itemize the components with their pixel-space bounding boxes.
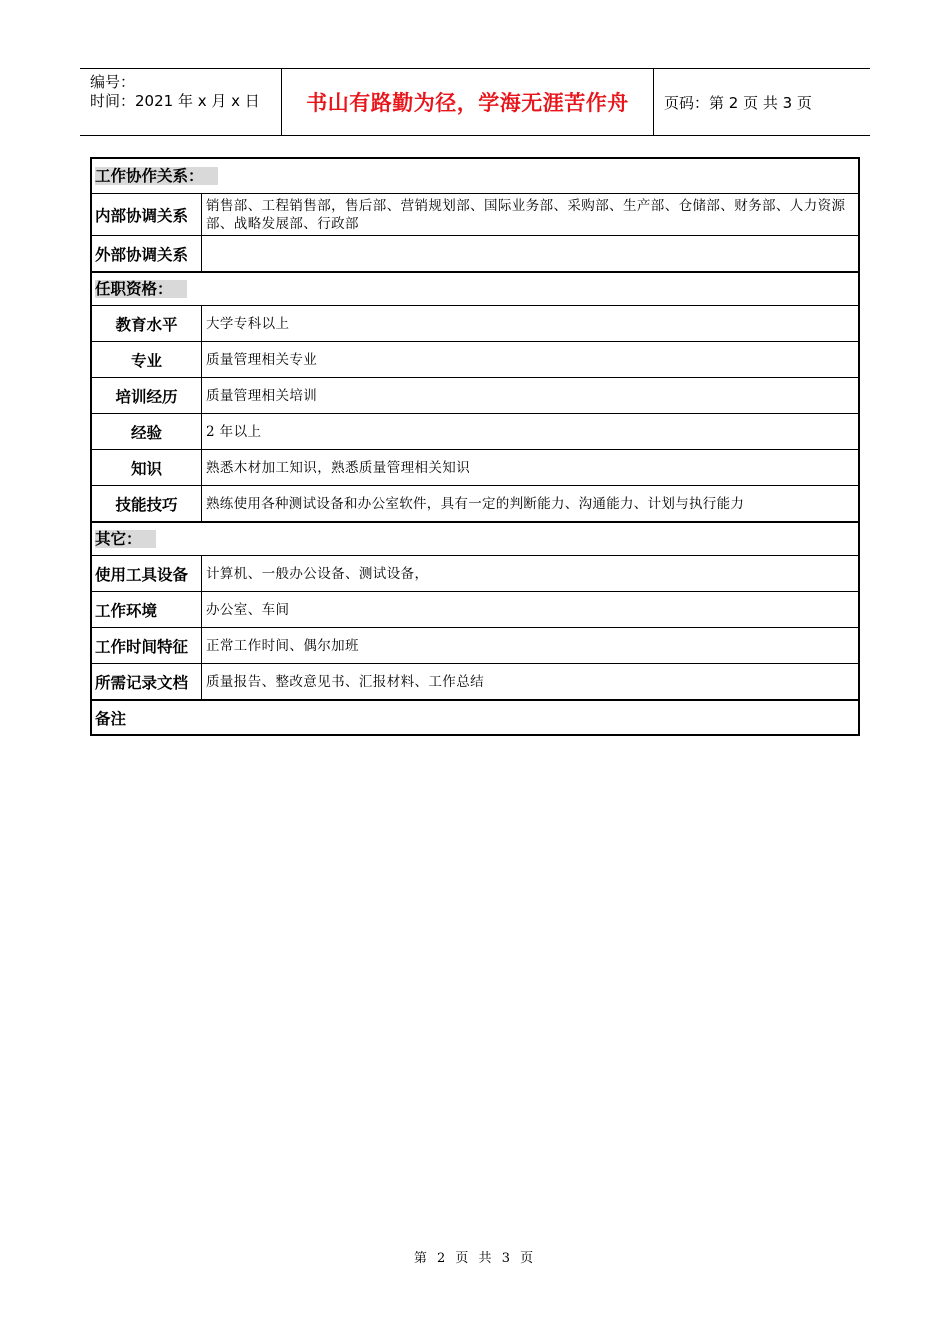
row-training bbox=[92, 377, 858, 413]
header-time: 时间：2021 年 x 月 x 日 bbox=[90, 92, 260, 110]
row-experience bbox=[92, 413, 858, 449]
section-other bbox=[92, 521, 858, 555]
row-knowledge bbox=[92, 449, 858, 485]
row-tools bbox=[92, 555, 858, 591]
section-qualification-title: 任职资格： bbox=[95, 280, 187, 298]
value-documents: 质量报告、整改意见书、汇报材料、工作总结 bbox=[206, 673, 484, 690]
section-qualification bbox=[92, 271, 858, 305]
value-work-time: 正常工作时间、偶尔加班 bbox=[206, 637, 359, 654]
label-tools: 使用工具设备 bbox=[92, 556, 202, 591]
label-work-time: 工作时间特征 bbox=[92, 628, 202, 663]
page-header bbox=[80, 68, 870, 136]
label-internal-coordination: 内部协调关系 bbox=[92, 194, 202, 235]
label-documents: 所需记录文档 bbox=[92, 664, 202, 699]
page-footer: 第 2 页 共 3 页 bbox=[413, 1251, 537, 1266]
value-experience: 2 年以上 bbox=[206, 423, 262, 440]
row-skills bbox=[92, 485, 858, 521]
row-education bbox=[92, 305, 858, 341]
row-major bbox=[92, 341, 858, 377]
header-meta bbox=[80, 69, 282, 135]
job-description-table bbox=[90, 157, 860, 736]
section-collaboration-title: 工作协作关系： bbox=[95, 167, 218, 185]
header-page-info: 页码：第 2 页 共 3 页 bbox=[664, 93, 812, 112]
label-external-coordination: 外部协调关系 bbox=[92, 236, 202, 271]
remarks-label: 备注 bbox=[95, 709, 127, 728]
label-education: 教育水平 bbox=[92, 306, 202, 341]
row-work-time bbox=[92, 627, 858, 663]
section-collaboration bbox=[92, 159, 858, 193]
row-external-coordination bbox=[92, 235, 858, 271]
value-education: 大学专科以上 bbox=[206, 315, 290, 332]
row-environment bbox=[92, 591, 858, 627]
label-skills: 技能技巧 bbox=[92, 486, 202, 521]
label-major: 专业 bbox=[92, 342, 202, 377]
header-motto: 书山有路勤为径，学海无涯苦作舟 bbox=[282, 69, 654, 135]
row-internal-coordination bbox=[92, 193, 858, 235]
label-experience: 经验 bbox=[92, 414, 202, 449]
value-skills: 熟练使用各种测试设备和办公室软件，具有一定的判断能力、沟通能力、计划与执行能力 bbox=[206, 495, 745, 512]
value-internal-coordination: 销售部、工程销售部，售后部、营销规划部、国际业务部、采购部、生产部、仓储部、财务部、人力资源部、战略发展部、行政部 bbox=[206, 198, 846, 232]
value-training: 质量管理相关培训 bbox=[206, 387, 318, 404]
value-tools: 计算机、一般办公设备、测试设备， bbox=[206, 565, 429, 582]
section-other-title: 其它： bbox=[95, 530, 156, 548]
value-major: 质量管理相关专业 bbox=[206, 351, 318, 368]
label-knowledge: 知识 bbox=[92, 450, 202, 485]
label-training: 培训经历 bbox=[92, 378, 202, 413]
row-remarks bbox=[92, 699, 858, 734]
value-external-coordination bbox=[202, 236, 858, 271]
label-environment: 工作环境 bbox=[92, 592, 202, 627]
value-knowledge: 熟悉木材加工知识，熟悉质量管理相关知识 bbox=[206, 459, 471, 476]
header-number: 编号： bbox=[90, 73, 136, 91]
row-documents bbox=[92, 663, 858, 699]
value-environment: 办公室、车间 bbox=[206, 601, 290, 618]
